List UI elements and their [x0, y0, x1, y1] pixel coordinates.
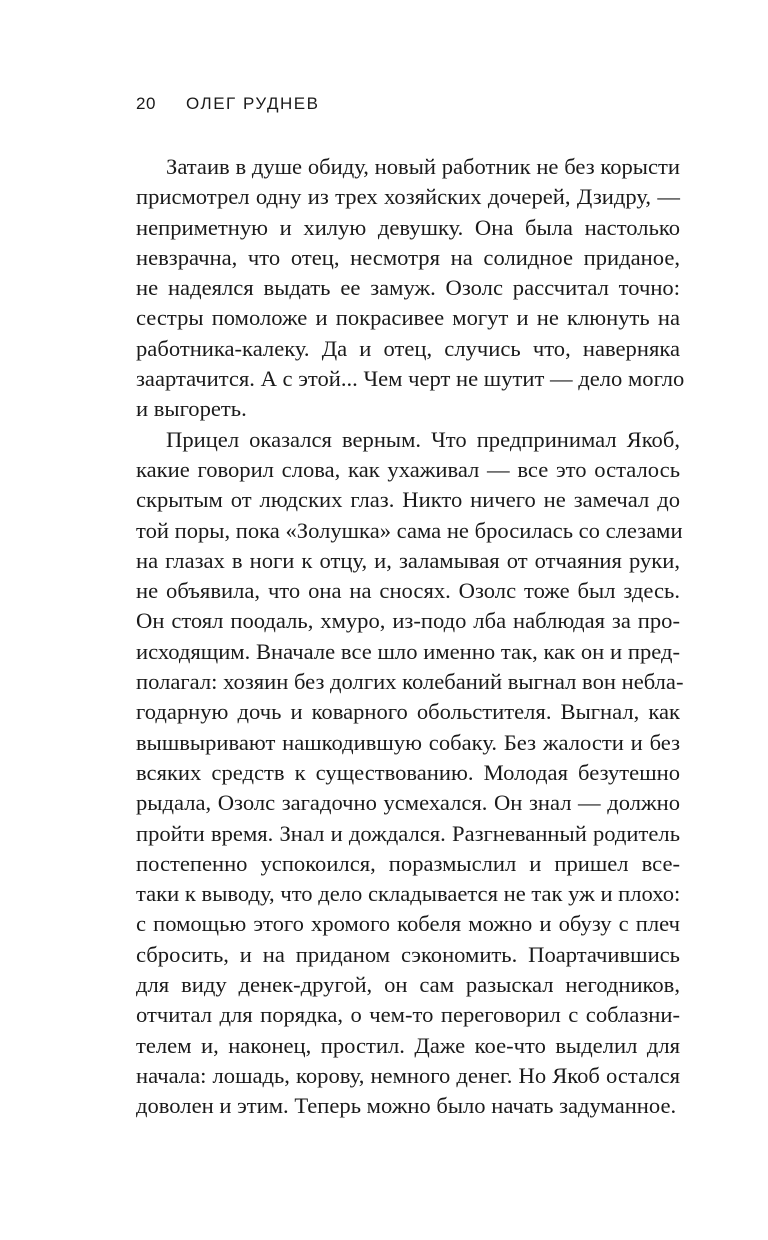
text-line: постепенно успокоился, поразмыслил и пришел все-: [136, 850, 680, 876]
text-line: на глазах в ноги к отцу, и, заламывая от отчаяния руки,: [136, 547, 680, 573]
text-line: с помощью этого хромого кобеля можно и обузу с плеч: [136, 911, 680, 937]
text-line: вышвыривают нашкодившую собаку. Без жалости и без: [136, 729, 680, 755]
text-line: не надеялся выдать ее замуж. Озолс рассчитал точно:: [136, 275, 680, 301]
text-line: исходящим. Вначале все шло именно так, как он и пред-: [136, 638, 680, 664]
text-line: сестры помоложе и покрасивее могут и не клюнуть на: [136, 305, 680, 331]
text-line: той поры, пока «Золушка» сама не бросилась со слезами: [136, 517, 683, 543]
text-line: полагал: хозяин без долгих колебаний выгнал вон небла-: [136, 669, 684, 695]
text-line: не объявила, что она на сносях. Озолс тоже был здесь.: [136, 578, 680, 604]
paragraph: [136, 152, 685, 425]
text-line: неприметную и хилую девушку. Она была настолько: [136, 214, 680, 240]
text-line: начала: лошадь, корову, немного денег. Но Якоб остался: [136, 1062, 680, 1088]
text-line: скрытым от людских глаз. Никто ничего не замечал до: [136, 487, 680, 513]
text-line: Прицел оказался верным. Что предпринимал Якоб,: [166, 426, 680, 452]
body-text: [136, 152, 685, 1122]
text-line: доволен и этим. Теперь можно было начать задуманное.: [136, 1093, 677, 1119]
text-line: присмотрел одну из трех хозяйских дочерей, Дзидру, —: [136, 184, 680, 210]
text-line: для виду денек-другой, он сам разыскал негодников,: [136, 972, 680, 998]
paragraph: [136, 425, 684, 1122]
text-line: рыдала, Озолс загадочно усмехался. Он знал — должно: [136, 790, 680, 816]
text-line: Он стоял поодаль, хмуро, из-подо лба наблюдая за про-: [136, 608, 680, 634]
text-line: Затаив в душе обиду, новый работник не без корысти: [166, 154, 680, 179]
author-name: ОЛЕГ РУДНЕВ: [186, 94, 320, 113]
text-line: отчитал для порядка, о чем-то переговорил с соблазни-: [136, 1002, 680, 1028]
text-line: пройти время. Знал и дождался. Разгневанный родитель: [136, 820, 680, 846]
text-line: годарную дочь и коварного обольстителя. Выгнал, как: [136, 699, 680, 725]
text-line: заартачится. А с этой... Чем черт не шутит — дело могло: [136, 366, 685, 392]
text-line: телем и, наконец, простил. Даже кое-что выделил для: [136, 1032, 680, 1058]
page-number: 20: [136, 94, 156, 113]
text-line: невзрачна, что отец, несмотря на солидное приданое,: [136, 244, 680, 270]
text-line: какие говорил слова, как ухаживал — все это осталось: [136, 456, 680, 482]
text-line: и выгореть.: [136, 396, 247, 422]
text-line: таки к выводу, что дело складывается не так уж и плохо:: [136, 881, 681, 907]
text-line: всяких средств к существованию. Молодая безутешно: [136, 759, 680, 785]
text-line: работника-калеку. Да и отец, случись что, наверняка: [136, 335, 680, 361]
text-line: сбросить, и на приданом сэкономить. Поартачившись: [136, 941, 680, 967]
running-head: [136, 94, 319, 114]
